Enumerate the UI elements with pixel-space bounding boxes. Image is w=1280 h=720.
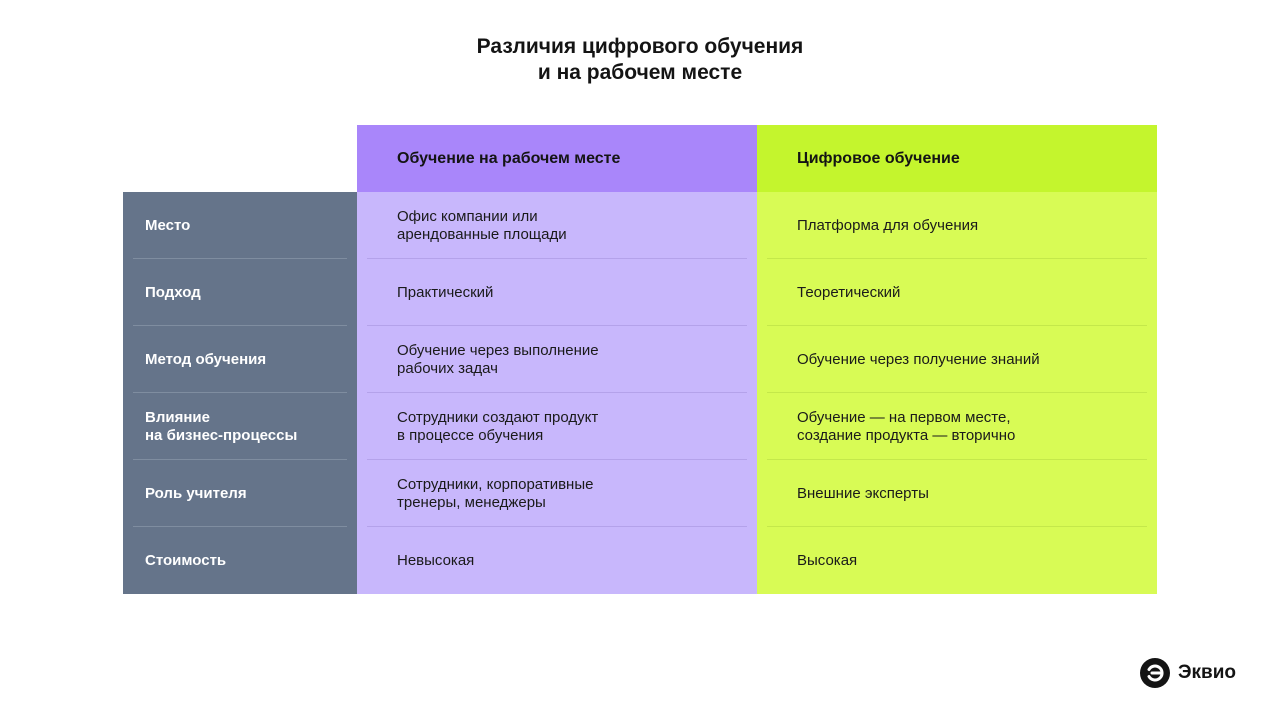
brand-name: Эквио: [1178, 662, 1236, 683]
workplace-learning-header: Обучение на рабочем месте: [357, 125, 757, 192]
page-title-line-2: и на рабочем месте: [537, 61, 743, 84]
brand-logo: [1140, 658, 1236, 688]
workplace-cell-teacher-role: Сотрудники, корпоративные тренеры, менеджеры: [357, 460, 757, 527]
workplace-cell-cost: Невысокая: [397, 551, 475, 569]
digital-cell-method: Обучение через получение знаний: [757, 326, 1157, 393]
row-label-teacher-role: Роль учителя: [123, 460, 357, 527]
workplace-cell-method: Обучение через выполнение рабочих задач: [357, 326, 757, 393]
digital-learning-column: [757, 125, 1157, 594]
row-label-place: Место: [123, 192, 357, 259]
digital-cell-impact: Обучение — на первом месте, создание продукта — вторично: [757, 393, 1157, 460]
page-title-line-1: Различия цифрового обучения: [476, 35, 804, 58]
row-label-cost: Стоимость: [145, 551, 227, 569]
row-label-impact: Влияние на бизнес-процессы: [123, 393, 357, 460]
ekvio-logo-icon: [1140, 658, 1170, 688]
page-title: [0, 34, 1280, 86]
workplace-cell-impact: Сотрудники создают продукт в процессе обучения: [357, 393, 757, 460]
digital-cell-teacher-role: Внешние эксперты: [757, 460, 1157, 527]
row-label-method: Метод обучения: [123, 326, 357, 393]
row-labels-column: [123, 192, 357, 594]
digital-learning-header: Цифровое обучение: [757, 125, 1157, 192]
workplace-cell-approach: Практический: [357, 259, 757, 326]
digital-cell-cost: Высокая: [797, 551, 858, 569]
row-label-approach: Подход: [123, 259, 357, 326]
digital-cell-place: Платформа для обучения: [757, 192, 1157, 259]
workplace-learning-column: [357, 125, 757, 594]
digital-cell-approach: Теоретический: [757, 259, 1157, 326]
workplace-cell-place: Офис компании или арендованные площади: [357, 192, 757, 259]
